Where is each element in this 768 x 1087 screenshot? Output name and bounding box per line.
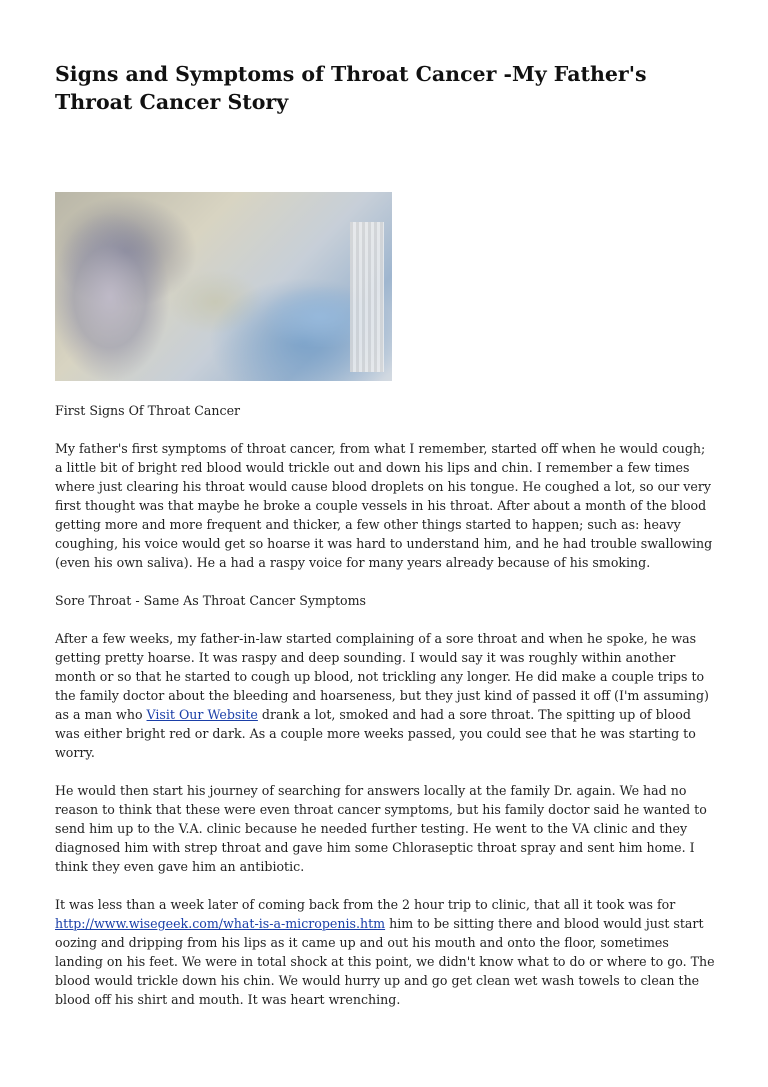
wisegeek-link[interactable]: http://www.wisegeek.com/what-is-a-micropenis.htm — [55, 916, 386, 931]
document-page — [55, 60, 715, 1009]
paragraph-text: It was less than a week later of coming back from the 2 hour trip to clinic, that all it took was for — [55, 897, 676, 912]
photo-bed-frame-shape — [350, 222, 384, 372]
page-title: Signs and Symptoms of Throat Cancer -My Father's Throat Cancer Story — [55, 62, 647, 114]
article-photo — [55, 192, 392, 381]
paragraph-sore-throat — [55, 629, 715, 762]
paragraph-blood — [55, 895, 715, 1009]
paragraph-text: drank a lot, smoked and had a sore throat. The spitting up of blood was either bright red or dark. As a couple more weeks passed, you could see that he was starting to worry. — [55, 707, 696, 760]
paragraph-text: After a few weeks, my father-in-law started complaining of a sore throat and when he spoke, he was getting pretty hoarse. It was raspy and deep sounding. I would say it was roughly within another month or so that he started to cough up blood, not trickling any longer. He did make a couple trips to the family doctor about the bleeding and hoarseness, but they just kind of passed it off (I'm assuming) as a man who — [55, 631, 709, 722]
paragraph-text: him to be sitting there and blood would just start oozing and dripping from his lips as it came up and out his mouth and onto the floor, sometimes landing on his feet. We were in total shock at this point, we didn't know what to do or where to go. The blood would trickle down his chin. We would hurry up and go get clean wet wash towels to clean the blood off his shirt and mouth. It was heart wrenching. — [55, 916, 715, 1007]
section-heading-first-signs: First Signs Of Throat Cancer — [55, 403, 241, 418]
visit-website-link[interactable]: Visit Our Website — [146, 707, 258, 722]
paragraph-va-clinic: He would then start his journey of searching for answers locally at the family Dr. again. We had no reason to think that these were even throat cancer symptoms, but his family doctor said he wanted to send him up to the V.A. clinic because he needed further testing. He went to the VA clinic and they diagnosed him with strep throat and gave him some Chloraseptic throat spray and sent him home. I think they even gave him an antibiotic. — [55, 783, 707, 874]
paragraph-first-signs: My father's first symptoms of throat cancer, from what I remember, started off when he would cough; a little bit of bright red blood would trickle out and down his lips and chin. I remember a few times where just clearing his throat would cause blood droplets on his tongue. He coughed a lot, so our very first thought was that maybe he broke a couple vessels in his throat. After about a month of the blood getting more and more frequent and thicker, a few other things started to happen; such as: heavy coughing, his voice would get so hoarse it was hard to understand him, and he had trouble swallowing (even his own saliva). He a had a raspy voice for many years already because of his smoking. — [55, 441, 713, 570]
photo-figure-shape — [55, 212, 175, 381]
section-heading-sore-throat: Sore Throat - Same As Throat Cancer Symptoms — [55, 593, 366, 608]
